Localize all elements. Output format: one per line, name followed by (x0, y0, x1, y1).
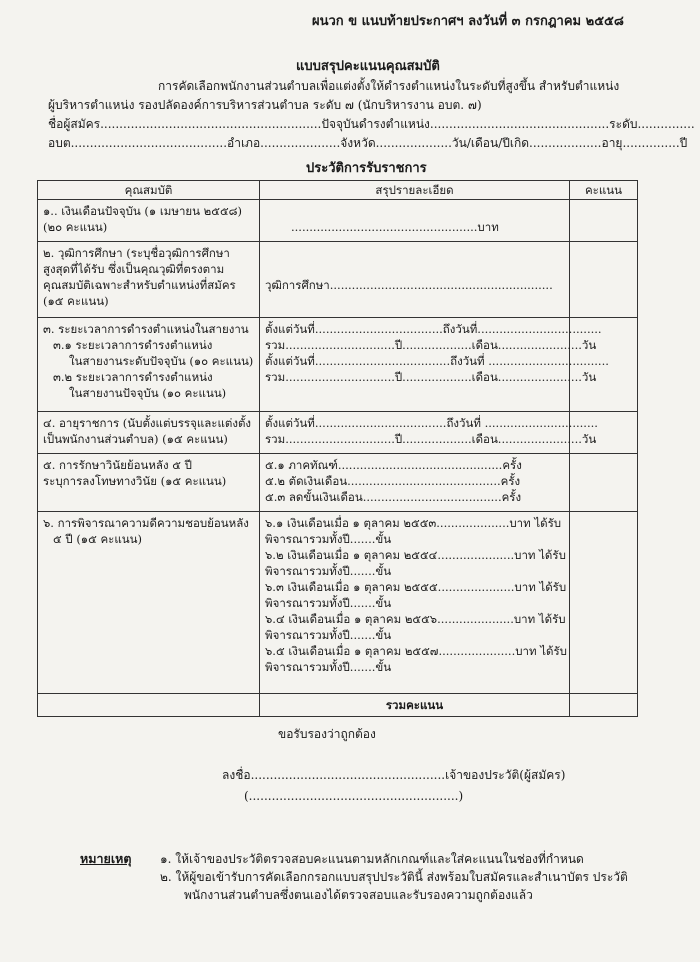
qualification-cell (38, 200, 260, 242)
header-qualification: คุณสมบัติ (38, 181, 260, 200)
cell-text: พิจารณารวมทั้งปี.......ขั้น (265, 596, 392, 610)
intro-line-2: ผู้บริหารตำแหน่ง รองปลัดองค์การบริหารส่วนตำบล ระดับ ๗ (นักบริหารงาน อบต. ๗) (48, 98, 482, 112)
cell-text: ๓. ระยะเวลาการดำรงตำแหน่งในสายงาน (43, 322, 249, 336)
cell-text: ตั้งแต่วันที่....................................ถึงวันที่ ............................... (265, 416, 598, 430)
total-empty-cell (38, 694, 260, 717)
details-cell[interactable] (260, 242, 570, 318)
table-row (38, 200, 638, 242)
note-item-2: ๒. ให้ผู้ขอเข้ารับการคัดเลือกกรอกแบบสรุปประวัตินี้ ส่งพร้อมใบสมัครและสำเนาบัตร ประวัติ (160, 870, 628, 884)
cell-text: ในสายงานระดับปัจจุบัน (๑๐ คะแนน) (69, 354, 254, 368)
signature-name-line[interactable]: (.......................................................) (244, 789, 464, 803)
signature-line[interactable]: ลงชื่อ...................................................เจ้าของประวัติ(ผู้สมัคร) (222, 768, 566, 782)
cell-text: ๖.๑ เงินเดือนเมื่อ ๑ ตุลาคม ๒๕๕๓....................บาท ได้รับ (265, 516, 562, 530)
cell-text: ตั้งแต่วันที่...................................ถึงวันที่.................................. (265, 322, 602, 336)
cell-text: ๕.๓ ลดขั้นเงินเดือน......................................ครั้ง (265, 490, 522, 504)
cell-text: รวม..............................ปี...................เดือน.......................วัน (265, 432, 597, 446)
cell-text: ระบุการลงโทษทางวินัย (๑๕ คะแนน) (43, 474, 227, 488)
qualification-cell (38, 512, 260, 694)
table-row (38, 412, 638, 454)
qualification-cell (38, 454, 260, 512)
qualification-cell (38, 318, 260, 412)
applicant-name-line[interactable]: ชื่อผู้สมัคร..........................................................ปัจจุบันดำรงตำแหน่ง...............................................ระดับ............... (48, 117, 695, 131)
header-details: สรุปรายละเอียด (260, 181, 570, 200)
total-label: รวมคะแนน (260, 694, 570, 717)
cell-text: ๖.๒ เงินเดือนเมื่อ ๑ ตุลาคม ๒๕๕๔.....................บาท ได้รับ (265, 548, 566, 562)
cell-text: ตั้งแต่วันที่.....................................ถึงวันที่ ................................. (265, 354, 609, 368)
cell-text: พิจารณารวมทั้งปี.......ขั้น (265, 564, 392, 578)
cell-text: ...................................................บาท (291, 220, 499, 234)
cell-text (265, 245, 564, 261)
annex-header: ผนวก ข แนบท้ายประกาศฯ ลงวันที่ ๓ กรกฎาคม ๒๕๕๘ (312, 14, 624, 29)
cell-text: ๒. วุฒิการศึกษา (ระบุชื่อวุฒิการศึกษา (43, 246, 230, 260)
cell-text: (๒๐ คะแนน) (43, 220, 108, 234)
score-cell[interactable] (570, 200, 638, 242)
total-row (38, 694, 638, 717)
applicant-location-line[interactable]: อบต.........................................อำเภอ.....................จังหวัด....................วัน/เดือน/ปีเกิด...................อายุ...............ปี (48, 136, 688, 150)
cell-text: (๑๕ คะแนน) (43, 294, 109, 308)
score-cell[interactable] (570, 454, 638, 512)
score-cell[interactable] (570, 242, 638, 318)
cell-text: พิจารณารวมทั้งปี.......ขั้น (265, 628, 392, 642)
cell-text: ๖. การพิจารณาความดีความชอบย้อนหลัง (43, 516, 249, 530)
note-item-2-cont: พนักงานส่วนตำบลซึ่งตนเองได้ตรวจสอบและรับรองความถูกต้องแล้ว (184, 888, 533, 902)
cell-text: ๔. อายุราชการ (นับตั้งแต่บรรจุและแต่งตั้ง (43, 416, 252, 430)
certify-text: ขอรับรองว่าถูกต้อง (278, 727, 376, 741)
table-row (38, 512, 638, 694)
details-cell[interactable] (260, 454, 570, 512)
note-item-1: ๑. ให้เจ้าของประวัติตรวจสอบคะแนนตามหลักเกณฑ์และใส่คะแนนในช่องที่กำหนด (160, 852, 584, 866)
details-cell[interactable] (260, 512, 570, 694)
cell-text: คุณสมบัติเฉพาะสำหรับตำแหน่งที่สมัคร (43, 278, 236, 292)
score-cell[interactable] (570, 512, 638, 694)
cell-text: ในสายงานปัจจุบัน (๑๐ คะแนน) (69, 386, 227, 400)
cell-text: เป็นพนักงานส่วนตำบล) (๑๕ คะแนน) (43, 432, 228, 446)
section-title: ประวัติการรับราชการ (306, 161, 427, 176)
cell-text: ๑.. เงินเดือนปัจจุบัน (๑ เมษายน ๒๕๕๘) (43, 204, 243, 218)
cell-text: ๖.๔ เงินเดือนเมื่อ ๑ ตุลาคม ๒๕๕๖.....................บาท ได้รับ (265, 612, 566, 626)
cell-text: ๓.๒ ระยะเวลาการดำรงตำแหน่ง (53, 370, 213, 384)
qualification-table (37, 180, 638, 717)
cell-text: ๖.๓ เงินเดือนเมื่อ ๑ ตุลาคม ๒๕๕๕.....................บาท ได้รับ (265, 580, 567, 594)
cell-text: พิจารณารวมทั้งปี.......ขั้น (265, 660, 392, 674)
details-cell[interactable] (260, 200, 570, 242)
table-row (38, 454, 638, 512)
cell-text: รวม..............................ปี...................เดือน.......................วัน (265, 370, 597, 384)
table-header-row (38, 181, 638, 200)
cell-text: พิจารณารวมทั้งปี.......ขั้น (265, 532, 392, 546)
cell-text (265, 203, 564, 219)
cell-text: วุฒิการศึกษา............................................................. (265, 278, 553, 292)
cell-text: สูงสุดที่ได้รับ ซึ่งเป็นคุณวุฒิที่ตรงตาม (43, 262, 225, 276)
notes-heading: หมายเหตุ (80, 851, 132, 866)
total-score-cell[interactable] (570, 694, 638, 717)
details-cell[interactable] (260, 318, 609, 412)
cell-text: ๕.๑ ภาคทัณฑ์.............................................ครั้ง (265, 458, 522, 472)
cell-text: ๕.๒ ตัดเงินเดือน..........................................ครั้ง (265, 474, 521, 488)
intro-line-1: การคัดเลือกพนักงานส่วนตำบลเพื่อแต่งตั้งให้ดำรงตำแหน่งในระดับที่สูงขึ้น สำหรับตำแหน่ง (158, 79, 620, 93)
cell-text: ๓.๑ ระยะเวลาการดำรงตำแหน่ง (53, 338, 213, 352)
qualification-cell (38, 412, 260, 454)
table-row (38, 242, 638, 318)
cell-text: ๖.๕ เงินเดือนเมื่อ ๑ ตุลาคม ๒๕๕๗.....................บาท ได้รับ (265, 644, 567, 658)
cell-text (265, 261, 564, 277)
form-title: แบบสรุปคะแนนคุณสมบัติ (296, 59, 440, 74)
header-score: คะแนน (570, 181, 638, 200)
cell-text: ๕. การรักษาวินัยย้อนหลัง ๕ ปี (43, 458, 192, 472)
table-row (38, 318, 638, 412)
cell-text: ๕ ปี (๑๕ คะแนน) (53, 532, 142, 546)
cell-text: รวม..............................ปี...................เดือน.......................วัน (265, 338, 597, 352)
qualification-cell (38, 242, 260, 318)
details-cell[interactable] (260, 412, 598, 454)
